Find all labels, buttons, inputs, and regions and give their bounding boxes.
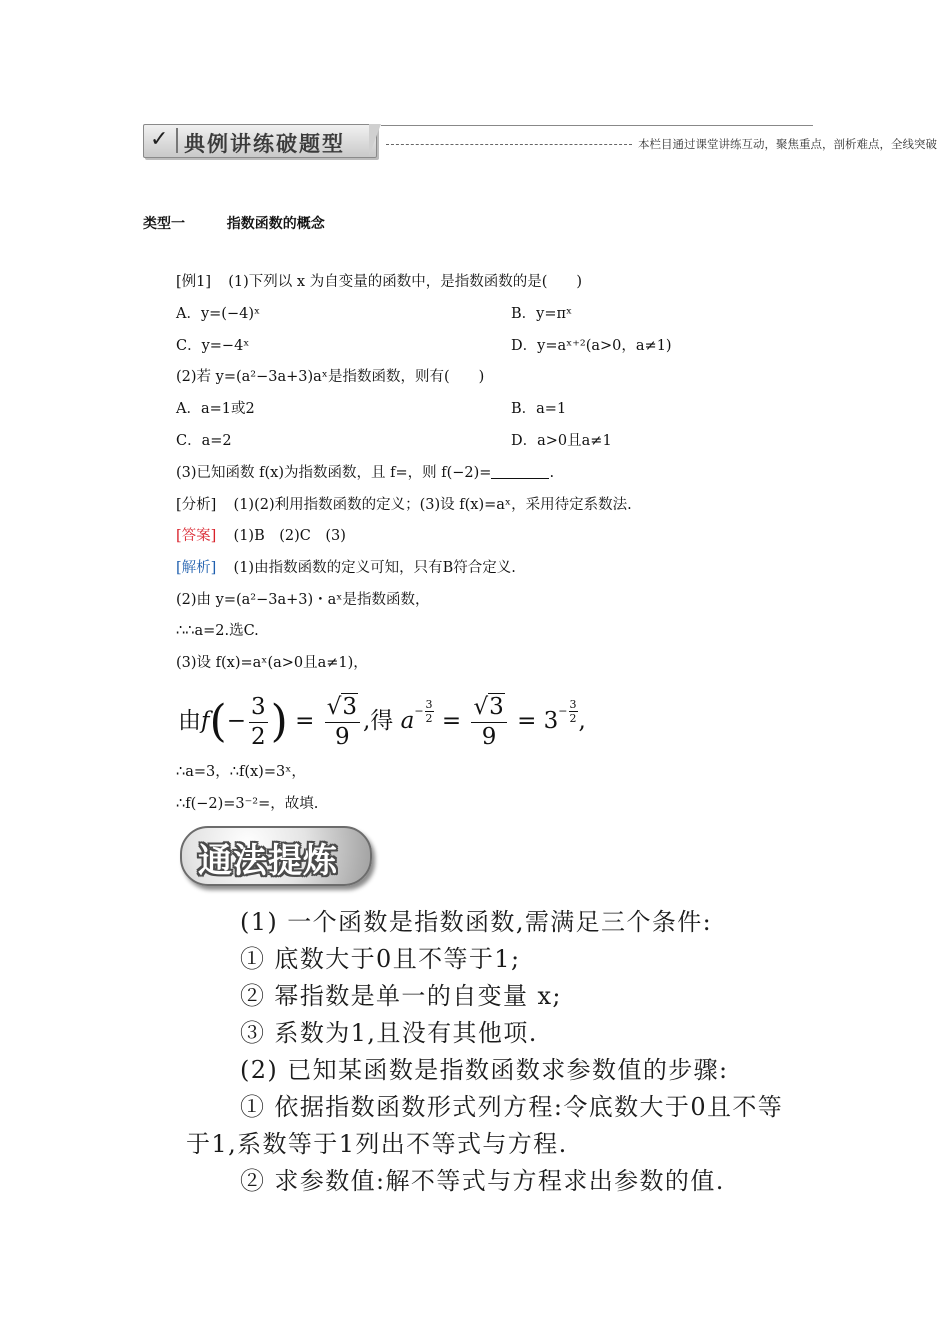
method-line-2: ① 底数大于0且不等于1; bbox=[240, 945, 521, 973]
q2-option-c: C．a=2 bbox=[176, 433, 232, 449]
q2-option-a: A．a=1或2 bbox=[176, 401, 255, 417]
solution-line-1 bbox=[176, 558, 516, 578]
q1-option-d: D．y=aˣ⁺²(a>0，a≠1) bbox=[511, 338, 672, 354]
sqrt-icon: √3 bbox=[326, 693, 357, 720]
banner-divider bbox=[176, 128, 178, 153]
frac-1-num: 3 bbox=[249, 696, 268, 723]
frac-3-den: 9 bbox=[481, 723, 497, 750]
question-3-end: . bbox=[549, 465, 555, 481]
formula-lead: 由 bbox=[178, 708, 201, 734]
q1-option-b: B．y=πˣ bbox=[511, 306, 573, 322]
method-line-6: ① 依据指数函数形式列方程:令底数大于0且不等 bbox=[240, 1093, 784, 1121]
formula-frac-2 bbox=[325, 693, 360, 750]
q1-option-c: C．y=−4ˣ bbox=[176, 338, 250, 354]
formula-exponent-1 bbox=[414, 699, 434, 724]
solution-line-6: ∴f(−2)=3⁻²=，故填. bbox=[176, 796, 319, 812]
question-1-text: (1)下列以 x 为自变量的函数中，是指数函数的是( ) bbox=[228, 274, 583, 290]
banner-dashed-line bbox=[386, 144, 632, 145]
formula-rparen: ) bbox=[270, 696, 288, 747]
method-line-7: 于1,系数等于1列出不等式与方程. bbox=[186, 1130, 568, 1158]
question-3 bbox=[176, 463, 554, 483]
formula-mid: ,得 bbox=[362, 708, 394, 734]
frac-2-num bbox=[325, 693, 360, 723]
solution-line-5: ∴a=3，∴f(x)=3ˣ， bbox=[176, 764, 306, 780]
sqrt-radicand: 3 bbox=[342, 693, 357, 720]
formula-end: , bbox=[578, 708, 586, 734]
analysis-text: (1)(2)利用指数函数的定义；(3)设 f(x)=aˣ，采用待定系数法. bbox=[233, 497, 632, 513]
section-banner bbox=[143, 124, 937, 156]
solution-line-3: ∴∴a=2.选C. bbox=[176, 623, 259, 639]
sqrt-icon-2: √3 bbox=[473, 693, 504, 720]
q2-option-b: B．a=1 bbox=[511, 401, 567, 417]
q2-option-d: D．a>0且a≠1 bbox=[511, 433, 612, 449]
exp-1-den: 2 bbox=[425, 711, 433, 725]
banner-note: 本栏目通过课堂讲练互动，聚焦重点，剖析难点，全线突破 bbox=[638, 137, 937, 151]
frac-2-den: 9 bbox=[335, 723, 350, 750]
method-line-1: (1) 一个函数是指数函数,需满足三个条件: bbox=[240, 908, 713, 936]
exp-1-neg: − bbox=[414, 704, 424, 717]
section-heading bbox=[143, 214, 325, 234]
formula-exponent-2 bbox=[558, 699, 578, 724]
exp-2-den: 2 bbox=[569, 711, 577, 725]
frac-1-den: 2 bbox=[250, 723, 266, 750]
section-label: 类型一 bbox=[143, 216, 185, 232]
formula-a: a bbox=[400, 708, 415, 734]
formula-frac-3 bbox=[471, 693, 506, 750]
method-line-3: ② 幂指数是单一的自变量 x; bbox=[240, 982, 562, 1010]
formula-eq-1: = bbox=[295, 708, 315, 734]
formula-base: 3 bbox=[543, 708, 559, 734]
example-tag: [例1] bbox=[176, 274, 212, 290]
exp-2-neg: − bbox=[558, 704, 568, 717]
exp-1-frac bbox=[425, 699, 434, 724]
formula-frac-1 bbox=[249, 693, 268, 750]
frac-3-num bbox=[471, 693, 506, 723]
formula-f: f bbox=[201, 708, 210, 734]
answer-tag: [答案] bbox=[176, 528, 217, 544]
exp-2-num: 3 bbox=[569, 697, 577, 711]
question-1 bbox=[176, 272, 582, 292]
check-icon: ✓ bbox=[150, 127, 169, 152]
method-line-5: (2) 已知某函数是指数函数求参数值的步骤: bbox=[240, 1056, 729, 1084]
analysis-tag: [分析] bbox=[176, 497, 217, 513]
solution-line-4: (3)设 f(x)=aˣ(a>0且a≠1)， bbox=[176, 655, 368, 671]
q1-option-a: A．y=(−4)ˣ bbox=[176, 306, 261, 322]
answer-blank bbox=[491, 464, 549, 479]
solution-text-1: (1)由指数函数的定义可知，只有B符合定义. bbox=[233, 560, 516, 576]
banner-tail bbox=[369, 124, 381, 156]
exp-2-frac bbox=[569, 699, 578, 724]
section-title: 指数函数的概念 bbox=[226, 216, 325, 232]
solution-line-2: (2)由 y=(a²−3a+3)・aˣ是指数函数， bbox=[176, 592, 430, 608]
analysis-line bbox=[176, 495, 632, 515]
method-badge-text: 通法提炼 bbox=[198, 841, 338, 881]
formula-neg: − bbox=[226, 708, 246, 734]
method-line-4: ③ 系数为1,且没有其他项. bbox=[240, 1019, 538, 1047]
formula-lparen: ( bbox=[209, 696, 227, 747]
method-line-8: ② 求参数值:解不等式与方程求出参数的值. bbox=[240, 1167, 725, 1195]
answer-text: (1)B (2)C (3) bbox=[233, 528, 346, 544]
sqrt-radicand-2: 3 bbox=[489, 693, 504, 720]
question-2: (2)若 y=(a²−3a+3)aˣ是指数函数，则有( ) bbox=[176, 369, 485, 385]
method-badge bbox=[180, 826, 372, 886]
banner-rule bbox=[381, 125, 813, 126]
answer-line bbox=[176, 526, 346, 546]
solution-formula bbox=[178, 692, 586, 750]
banner-bar bbox=[143, 124, 377, 158]
solution-tag: [解析] bbox=[176, 560, 217, 576]
exp-1-num: 3 bbox=[425, 697, 433, 711]
formula-eq-3: = bbox=[517, 708, 537, 734]
question-3-text: (3)已知函数 f(x)为指数函数，且 f=，则 f(−2)= bbox=[176, 465, 492, 481]
banner-title: 典例讲练破题型 bbox=[184, 132, 345, 156]
formula-eq-2: = bbox=[441, 708, 462, 734]
